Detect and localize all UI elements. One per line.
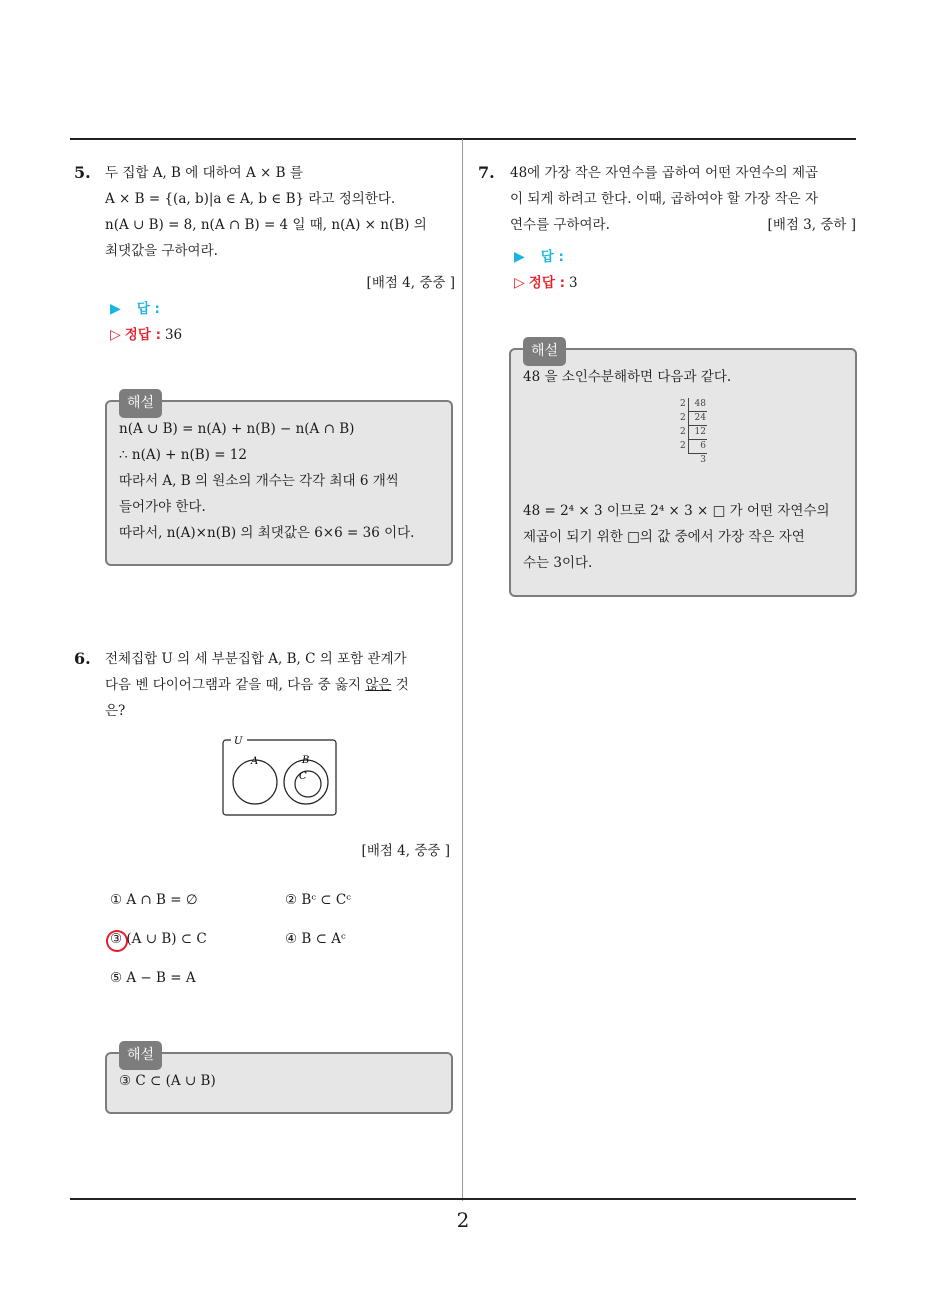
answer-label: 답 : [136,301,160,317]
problem-7-line: 48에 가장 작은 자연수를 곱하여 어떤 자연수의 제곱 [510,165,819,181]
problem-6-line-text: 다음 벤 다이어그램과 같을 때, 다음 중 옳지 [105,677,366,693]
venn-label-a: A [251,756,259,767]
problem-6-line [105,672,457,698]
solution-line: 수는 3이다. [523,555,593,571]
factor-divisor: 2 [680,413,686,423]
venn-label-b: B [302,755,310,766]
factor-divisor: 2 [680,441,686,451]
problem-7-solution-box [509,343,857,597]
problem-5-score: [배점 4, 중중 ] [366,275,455,291]
problem-6-score: [배점 4, 중중 ] [361,843,450,859]
problem-6-text [105,646,457,724]
problem-7-number: 7. [478,163,495,182]
solution-tag: 해설 [119,389,162,418]
choice-1[interactable]: ① A ∩ B = ∅ [110,892,198,908]
solution-line: 따라서 A, B 의 원소의 개수는 각각 최대 6 개씩 [119,473,399,489]
play-icon: ▶ [514,249,525,265]
problem-5-solution-box [105,395,453,566]
column-divider [462,139,463,1201]
problem-6-number: 6. [74,649,91,668]
problem-7-score: [배점 3, 중하 ] [767,217,856,233]
solution-line: 따라서, n(A)×n(B) 의 최댓값은 6×6 = 36 이다. [119,525,415,541]
problem-6-line: 은? [105,703,126,719]
problem-5-correct-row [110,322,182,348]
problem-6-line-tail: 것 [391,677,409,693]
problem-5-line: 두 집합 A, B 에 대하여 A × B 를 [105,165,303,181]
outline-triangle-icon: ▷ [514,275,525,291]
bottom-rule [70,1198,856,1200]
problem-5-number: 5. [74,163,91,182]
problem-5-line: 최댓값을 구하여라. [105,243,218,259]
factor-value: 24 [688,412,707,426]
solution-line: ∴ n(A) + n(B) = 12 [119,447,247,463]
problem-7-line [510,212,860,238]
problem-7-line-text: 연수를 구하여라. [510,217,610,233]
solution-line: 제곱이 되기 위한 □의 값 중에서 가장 작은 자연 [523,529,805,545]
choice-3-symbol: ③ [110,931,123,947]
factor-value: 12 [688,426,707,440]
factor-row [680,454,707,467]
venn-label-u: U [234,736,243,747]
choice-4[interactable]: ④ B ⊂ Aᶜ [285,931,346,947]
factor-row [680,412,707,426]
problem-7-text [510,160,860,238]
solution-line: 48 을 소인수분해하면 다음과 같다. [523,369,732,385]
factor-value: 6 [688,440,707,454]
factorization-table [680,398,707,467]
solution-tag: 해설 [523,337,566,366]
correct-label: 정답 : [124,327,161,343]
correct-value: 36 [164,327,183,343]
solution-line: 들어가야 한다. [119,499,206,515]
choice-3[interactable] [110,931,207,947]
top-rule [70,138,856,140]
factor-row [680,398,707,412]
problem-5-line: A × B = {(a, b)|a ∈ A, b ∈ B} 라고 정의한다. [105,191,396,207]
factor-row [680,440,707,454]
correct-label: 정답 : [528,275,565,291]
problem-7-line: 이 되게 하려고 한다. 이때, 곱하여야 할 가장 작은 자 [510,191,819,207]
solution-line: 48 = 2⁴ × 3 이므로 2⁴ × 3 × □ 가 어떤 자연수의 [523,503,830,519]
choice-5[interactable]: ⑤ A − B = A [110,970,196,986]
problem-6-line: 전체집합 U 의 세 부분집합 A, B, C 의 포함 관계가 [105,651,407,667]
factor-divisor: 2 [680,399,686,409]
factor-value: 3 [700,455,706,465]
answer-label: 답 : [540,249,564,265]
underlined-word: 않은 [365,677,392,693]
solution-line: ③ C ⊂ (A ∪ B) [119,1073,216,1089]
venn-label-c: C [299,771,307,782]
problem-5-answer-row [110,296,160,322]
factor-value: 48 [688,398,707,412]
problem-7-answer-row [514,244,564,270]
choice-2[interactable]: ② Bᶜ ⊂ Cᶜ [285,892,351,908]
solution-tag: 해설 [119,1041,162,1070]
problem-7-correct-row [514,270,578,296]
factor-divisor: 2 [680,427,686,437]
page-number: 2 [456,1208,470,1232]
problem-6-solution-box [105,1047,453,1114]
problem-5-line: n(A ∪ B) = 8, n(A ∩ B) = 4 일 때, n(A) × n(B) 의 [105,217,427,233]
play-icon: ▶ [110,301,121,317]
outline-triangle-icon: ▷ [110,327,121,343]
solution-line: n(A ∪ B) = n(A) + n(B) − n(A ∩ B) [119,421,355,437]
venn-diagram [220,734,340,818]
factorization-block [523,390,845,498]
choice-3-text: (A ∪ B) ⊂ C [126,931,207,947]
factor-row [680,426,707,440]
correct-value: 3 [568,275,578,291]
problem-5-text [105,160,455,296]
